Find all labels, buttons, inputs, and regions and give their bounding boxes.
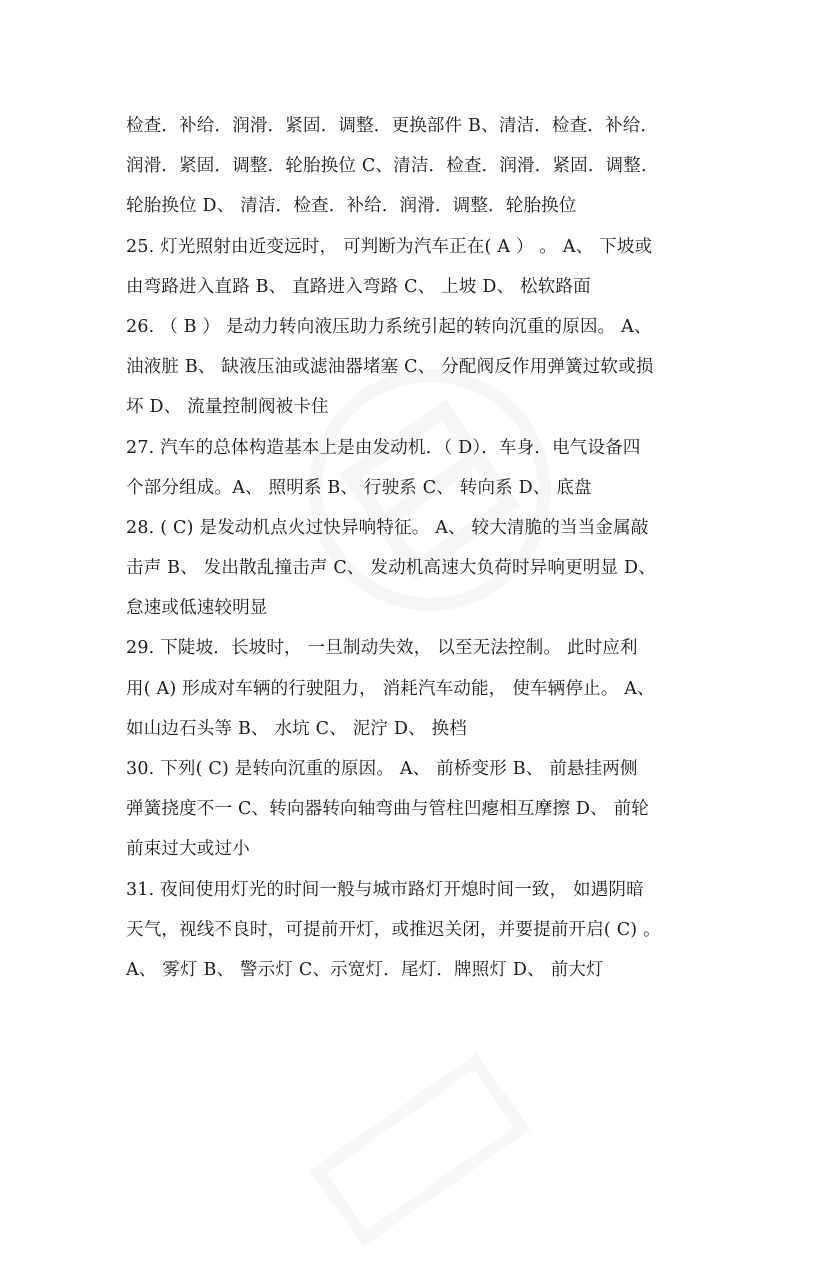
question-29-line-1: 29. 下陡坡．长坡时， 一旦制动失效， 以至无法控制。 此时应利 — [126, 638, 638, 659]
question-text — [126, 106, 716, 990]
question-28-line-3: 怠速或低速较明显 — [126, 598, 268, 619]
text-line-2: 润滑．紧固．调整．轮胎换位 C、清洁．检查．润滑．紧固．调整． — [126, 156, 659, 177]
question-29-line-2: 用( A) 形成对车辆的行驶阻力， 消耗汽车动能， 使车辆停止。 A、 — [126, 678, 655, 699]
question-26-line-3: 坏 D、 流量控制阀被卡住 — [126, 397, 329, 418]
question-29-line-3: 如山边石头等 B、 水坑 C、 泥泞 D、 换档 — [126, 718, 467, 739]
question-31-line-3: A、 雾灯 B、 警示灯 C、示宽灯．尾灯．牌照灯 D、 前大灯 — [126, 959, 604, 980]
text-line-3: 轮胎换位 D、 清洁．检查．补给．润滑．调整．轮胎换位 — [126, 196, 577, 217]
question-25-line-1: 25. 灯光照射由近变远时， 可判断为汽车正在( A ） 。 A、 下坡或 — [126, 236, 653, 257]
question-28-line-1: 28. ( C) 是发动机点火过快异响特征。 A、 较大清脆的当当金属敲 — [126, 517, 649, 538]
watermark-graphic-bottom — [287, 1032, 552, 1268]
text-line-1: 检查．补给．润滑．紧固．调整．更换部件 B、清洁．检查．补给． — [126, 116, 659, 136]
question-30-line-1: 30. 下列( C) 是转向沉重的原因。 A、 前桥变形 B、 前悬挂两侧 — [126, 759, 638, 779]
question-31-line-1: 31. 夜间使用灯光的时间一般与城市路灯开熄时间一致， 如遇阴暗 — [126, 879, 644, 900]
question-27-line-1: 27. 汽车的总体构造基本上是由发动机．（ D）．车身．电气设备四 — [126, 437, 641, 458]
question-26-line-2: 油液脏 B、 缺液压油或滤油器堵塞 C、 分配阀反作用弹簧过软或损 — [126, 357, 654, 378]
question-27-line-2: 个部分组成。A、 照明系 B、 行驶系 C、 转向系 D、 底盘 — [126, 477, 592, 498]
question-28-line-2: 击声 B、 发出散乱撞击声 C、 发动机高速大负荷时异响更明显 D、 — [126, 558, 656, 579]
question-26-line-1: 26. （ B ） 是动力转向液压助力系统引起的转向沉重的原因。 A、 — [126, 316, 652, 337]
question-25-line-2: 由弯路进入直路 B、 直路进入弯路 C、 上坡 D、 松软路面 — [126, 276, 591, 297]
question-30-line-3: 前束过大或过小 — [126, 839, 250, 860]
question-31-line-2: 天气，视线不良时，可提前开灯，或推迟关闭，并要提前开启( C) 。 — [126, 919, 661, 940]
question-30-line-2: 弹簧挠度不一 C、转向器转向轴弯曲与管柱凹瘪相互摩擦 D、 前轮 — [126, 799, 650, 820]
